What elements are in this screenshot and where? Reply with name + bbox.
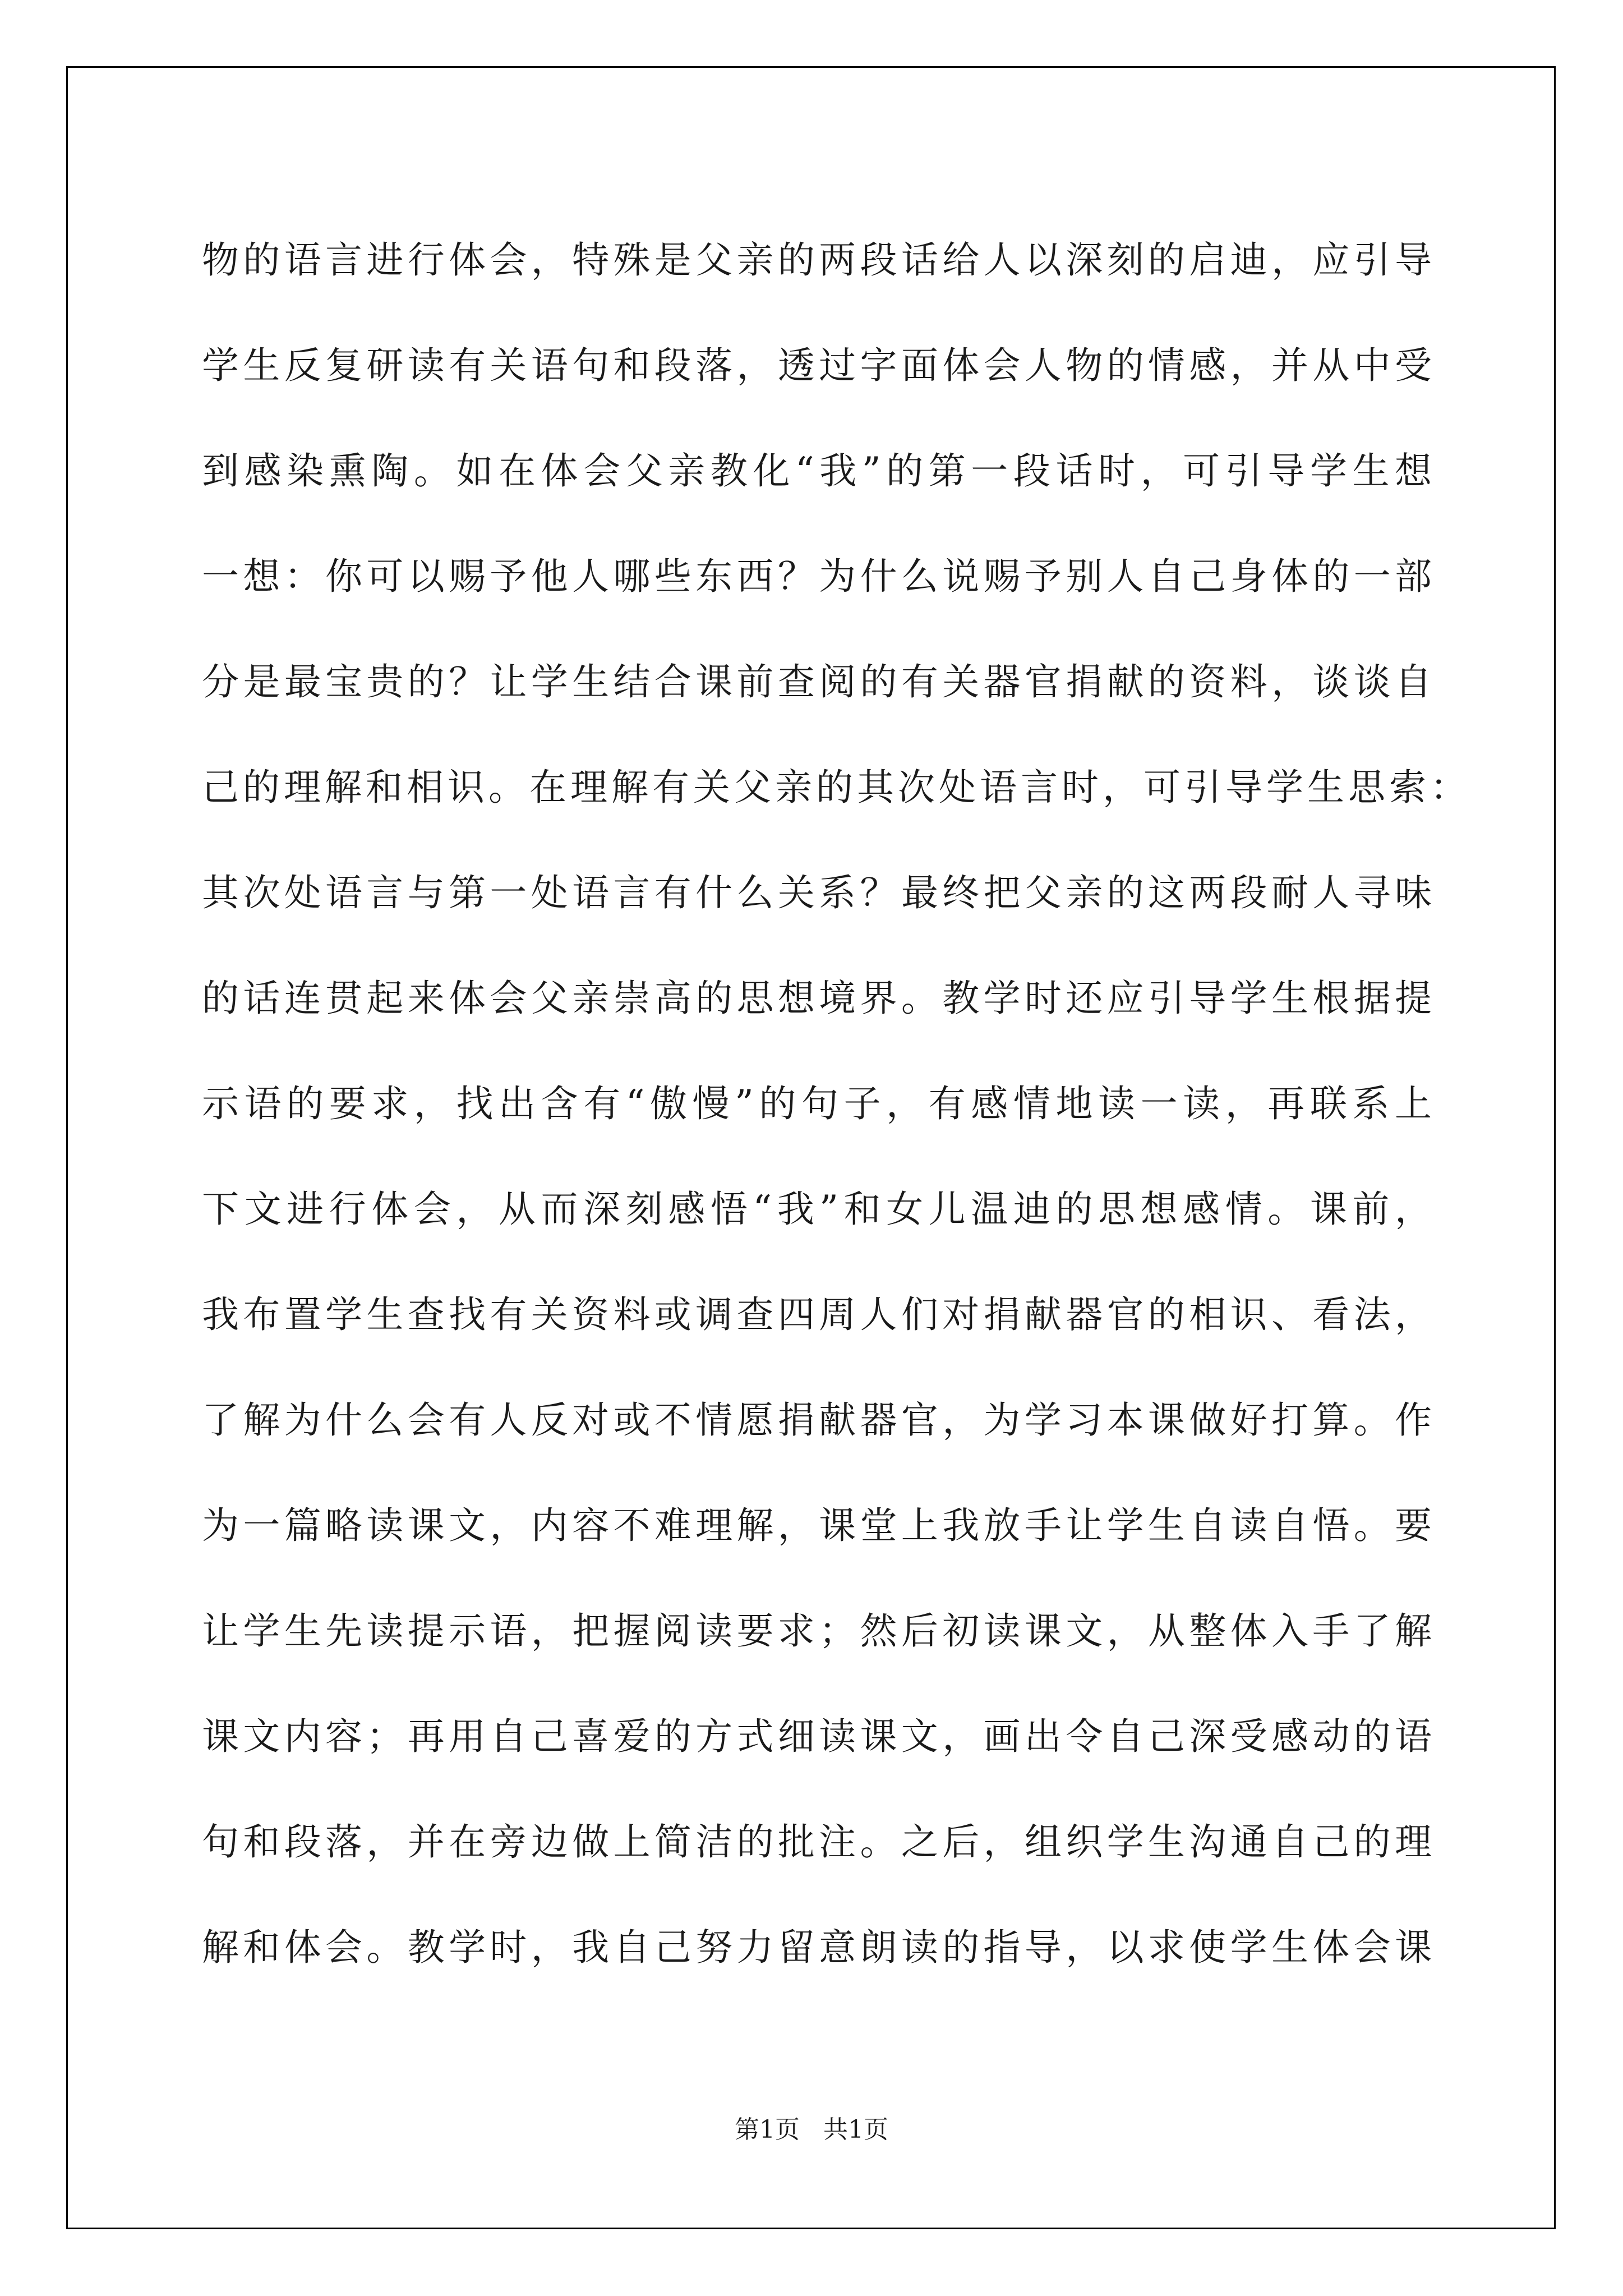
text-line: 己的理解和相识。在理解有关父亲的其次处语言时，可引导学生思索： — [202, 766, 1471, 809]
text-line: 的话连贯起来体会父亲崇高的思想境界。教学时还应引导学生根据提 — [202, 977, 1436, 1020]
document-body — [202, 208, 1471, 2000]
text-line: 我布置学生查找有关资料或调查四周人们对捐献器官的相识、看法， — [202, 1293, 1436, 1336]
text-line: 物的语言进行体会，特殊是父亲的两段话给人以深刻的启迪，应引导 — [202, 238, 1436, 282]
text-line: 让学生先读提示语，把握阅读要求；然后初读课文，从整体入手了解 — [202, 1609, 1436, 1653]
text-line: 了解为什么会有人反对或不情愿捐献器官，为学习本课做好打算。作 — [202, 1398, 1436, 1442]
text-line: 一想：你可以赐予他人哪些东西？为什么说赐予别人自己身体的一部 — [202, 555, 1436, 598]
text-line: 到感染熏陶。如在体会父亲教化“我”的第一段话时，可引导学生想 — [202, 449, 1436, 493]
text-line: 其次处语言与第一处语言有什么关系？最终把父亲的这两段耐人寻味 — [202, 871, 1436, 914]
text-line: 句和段落，并在旁边做上简洁的批注。之后，组织学生沟通自己的理 — [202, 1820, 1436, 1864]
text-line: 课文内容；再用自己喜爱的方式细读课文，画出令自己深受感动的语 — [202, 1715, 1436, 1758]
text-line: 解和体会。教学时，我自己努力留意朗读的指导，以求使学生体会课 — [202, 1926, 1436, 1969]
page-number-footer: 第1页 共1页 — [735, 2115, 888, 2144]
text-line: 下文进行体会，从而深刻感悟“我”和女儿温迪的思想感情。课前， — [202, 1188, 1436, 1231]
text-line: 分是最宝贵的？让学生结合课前查阅的有关器官捐献的资料，谈谈自 — [202, 660, 1436, 703]
text-line: 示语的要求，找出含有“傲慢”的句子，有感情地读一读，再联系上 — [202, 1082, 1436, 1125]
text-line: 为一篇略读课文，内容不难理解，课堂上我放手让学生自读自悟。要 — [202, 1504, 1436, 1547]
text-line: 学生反复研读有关语句和段落，透过字面体会人物的情感，并从中受 — [202, 344, 1436, 387]
